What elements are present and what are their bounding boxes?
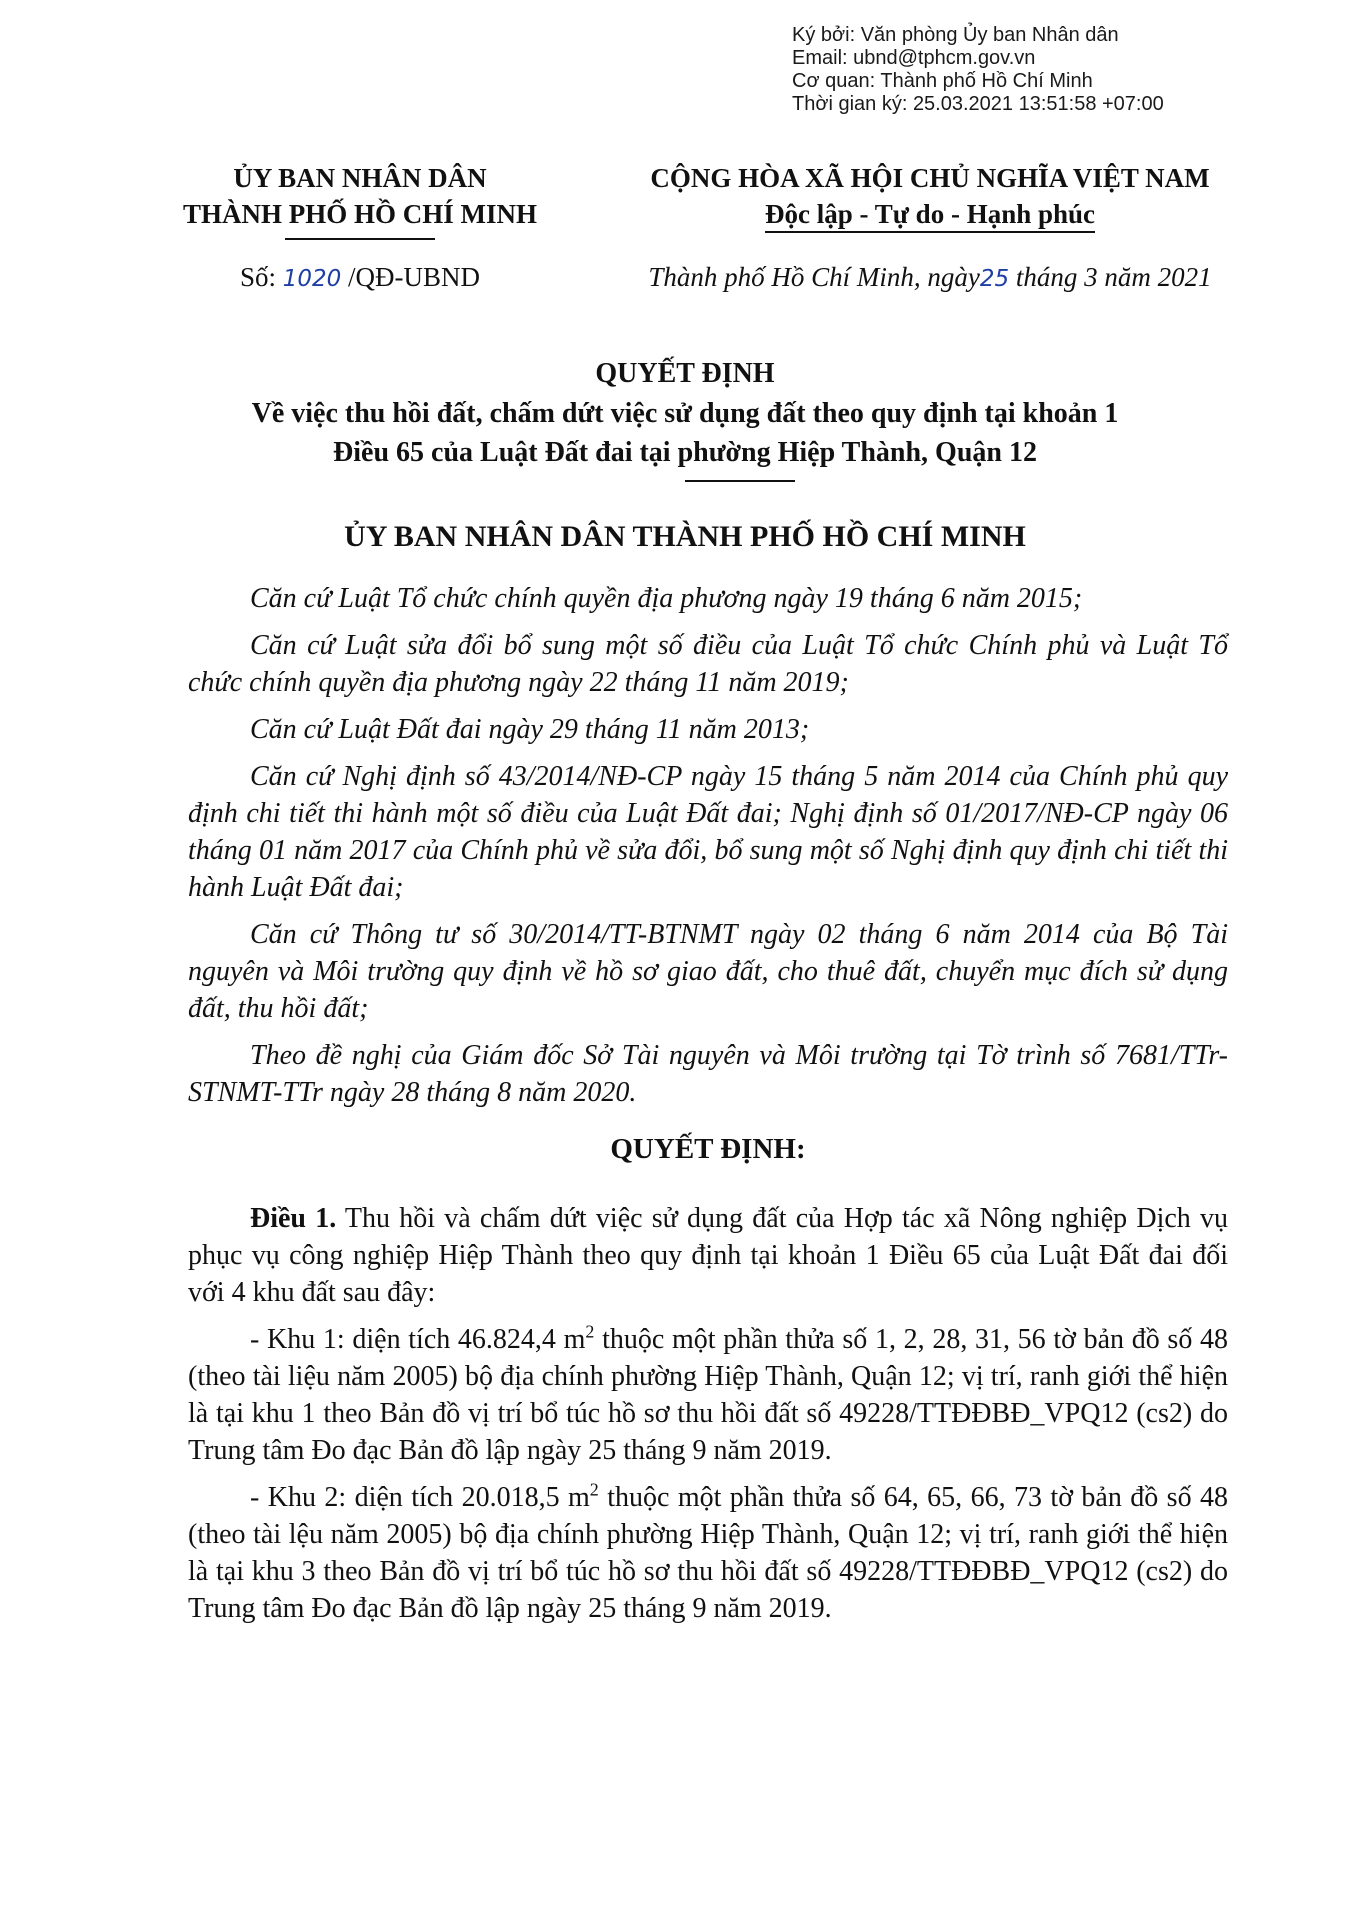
document-type-heading: QUYẾT ĐỊNH [595, 358, 775, 389]
preamble-item: Căn cứ Luật Đất đai ngày 29 tháng 11 năm 2013; [250, 714, 810, 745]
document-body [188, 580, 1228, 1637]
issuer-header [150, 160, 570, 240]
date-suffix: tháng 3 năm 2021 [1009, 262, 1212, 292]
signature-email: Email: ubnd@tphcm.gov.vn [792, 47, 1036, 69]
number-prefix: Số: [239, 262, 283, 292]
issuer-line-2: THÀNH PHỐ HỒ CHÍ MINH [182, 199, 537, 229]
document-number [150, 262, 570, 293]
article-1-text: Thu hồi và chấm dứt việc sử dụng đất của Hợp tác xã Nông nghiệp Dịch vụ phục vụ công nghiệp Hiệp Thành theo quy định tại khoản 1 Điều 65 của Luật Đất đai đối với 4 khu đất sau đây: [188, 1203, 1229, 1308]
number-suffix: /QĐ-UBND [341, 262, 481, 292]
signature-signed-by: Ký bởi: Văn phòng Ủy ban Nhân dân [792, 24, 1119, 46]
title-divider [685, 480, 795, 482]
article-1-label: Điều 1. [250, 1203, 337, 1234]
preamble-item: Căn cứ Nghị định số 43/2014/NĐ-CP ngày 15 tháng 5 năm 2014 của Chính phủ quy định chi tiết thi hành một số điều của Luật Đất đai; Nghị định số 01/2017/NĐ-CP ngày 06 tháng 01 năm 2017 của Chính phủ về sửa đổi, bổ sung một số Nghị định quy định chi tiết thi hành Luật Đất đai; [188, 761, 1228, 903]
signature-agency: Cơ quan: Thành phố Hồ Chí Minh [792, 70, 1093, 92]
date-prefix: Thành phố Hồ Chí Minh, ngày [648, 262, 980, 292]
article-1 [188, 1200, 1228, 1311]
date-day-handwritten: 25 [979, 266, 1010, 292]
document-subject-line-2: Điều 65 của Luật Đất đai tại phường Hiệp Thành, Quận 12 [333, 437, 1037, 468]
zone-item: - Khu 1: diện tích 46.824,4 $m^2$ thuộc một phần thửa số 1, 2, 28, 31, 56 tờ bản đồ số 48 (theo tài liệu năm 2005) bộ địa chính phường Hiệp Thành, Quận 12; vị trí, ranh giới thể hiện là tại khu 1 theo Bản đồ vị trí bổ túc hồ sơ thu hồi đất số 49228/TTĐĐBĐ_VPQ12 (cs2) do Trung tâm Đo đạc Bản đồ lập ngày 25 tháng 9 năm 2019. [188, 1321, 1228, 1466]
issuer-line-1: ỦY BAN NHÂN DÂN [233, 163, 487, 193]
preamble-item: Theo đề nghị của Giám đốc Sở Tài nguyên và Môi trường tại Tờ trình số 7681/TTr-STNMT-TTr ngày 28 tháng 8 năm 2020. [188, 1040, 1228, 1108]
document-subject-line-1: Về việc thu hồi đất, chấm dứt việc sử dụng đất theo quy định tại khoản 1 [251, 398, 1119, 429]
national-header [600, 160, 1260, 232]
digital-signature-block [792, 24, 1164, 116]
nation-name: CỘNG HÒA XÃ HỘI CHỦ NGHĨA VIỆT NAM [650, 163, 1210, 193]
number-handwritten: 1020 [282, 266, 342, 292]
preamble-item: Căn cứ Luật Tổ chức chính quyền địa phương ngày 19 tháng 6 năm 2015; [250, 583, 1083, 614]
issuer-divider [285, 238, 435, 240]
preamble-item: Căn cứ Luật sửa đổi bổ sung một số điều của Luật Tổ chức Chính phủ và Luật Tổ chức chính quyền địa phương ngày 22 tháng 11 năm 2019; [188, 630, 1228, 698]
national-motto: Độc lập - Tự do - Hạnh phúc [600, 196, 1260, 232]
zone-item: - Khu 2: diện tích 20.018,5 $m^2$ thuộc một phần thửa số 64, 65, 66, 73 tờ bản đồ số 48 (theo tài lệu năm 2005) bộ địa chính phường Hiệp Thành, Quận 12; vị trí, ranh giới thể hiện là tại khu 3 theo Bản đồ vị trí bổ túc hồ sơ thu hồi đất số 49228/TTĐĐBĐ_VPQ12 (cs2) do Trung tâm Đo đạc Bản đồ lập ngày 25 tháng 9 năm 2019. [188, 1479, 1228, 1624]
authority-heading: ỦY BAN NHÂN DÂN THÀNH PHỐ HỒ CHÍ MINH [344, 520, 1026, 553]
signature-time: Thời gian ký: 25.03.2021 13:51:58 +07:00 [792, 93, 1164, 115]
place-date [600, 262, 1260, 293]
preamble-item: Căn cứ Thông tư số 30/2014/TT-BTNMT ngày 02 tháng 6 năm 2014 của Bộ Tài nguyên và Môi trường quy định về hồ sơ giao đất, cho thuê đất, chuyển mục đích sử dụng đất, thu hồi đất; [188, 919, 1228, 1024]
decision-heading: QUYẾT ĐỊNH: [610, 1133, 806, 1165]
